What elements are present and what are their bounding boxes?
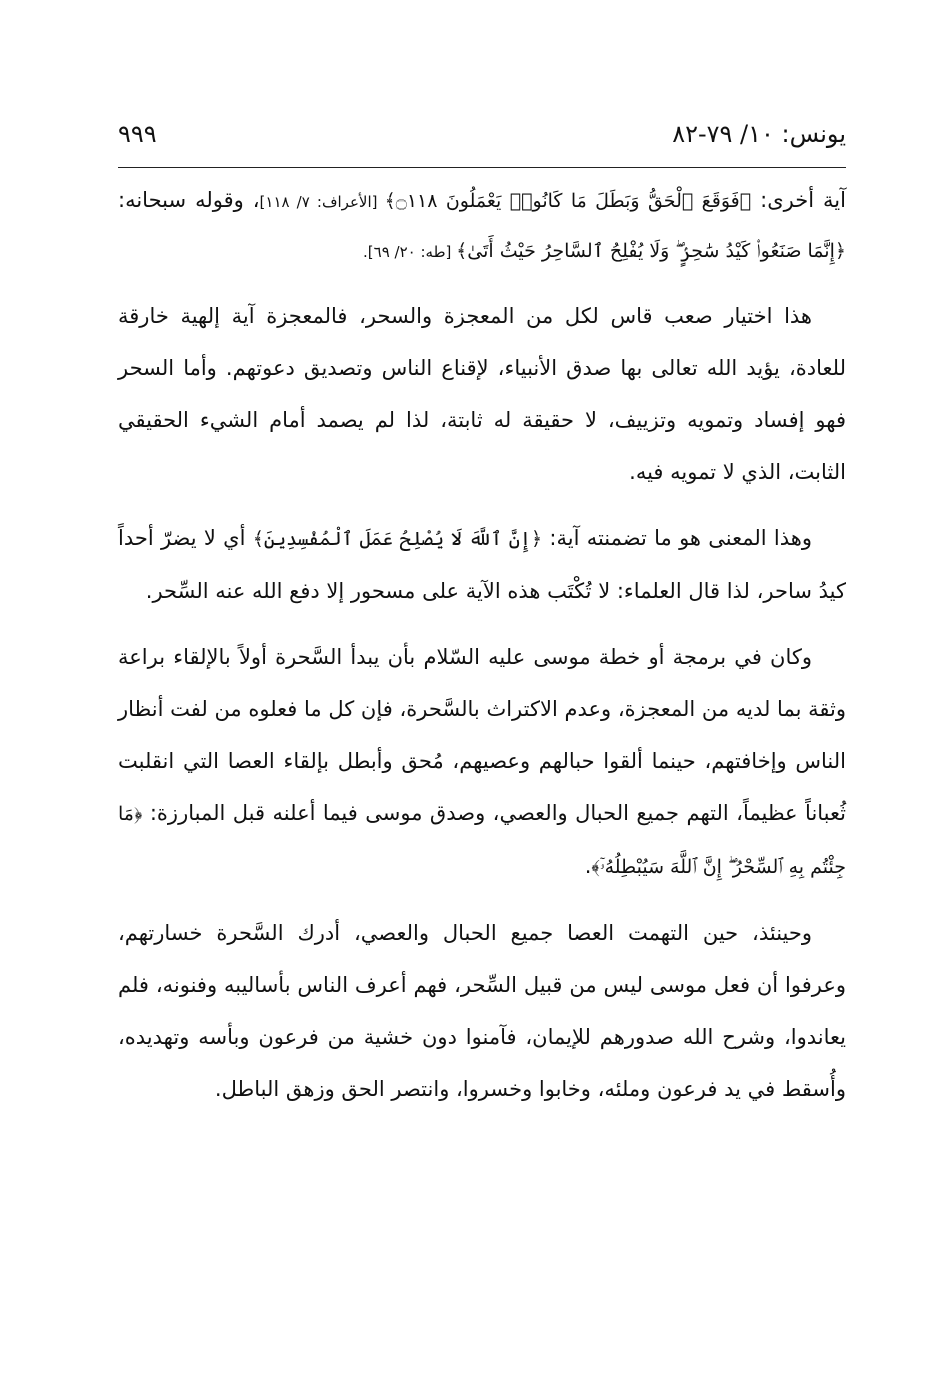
quran-verse-taha-69: ﴿إِنَّمَا صَنَعُوا۟ كَيْدُ سَٰحِرٍۢ ۖ وَلَا يُفْلِحُ ٱلسَّاحِرُ حَيْثُ أَتَىٰ﴾ [456, 240, 846, 262]
paragraph-4-text-2: . [584, 854, 592, 878]
paragraph-4-text-1: وكان في برمجة أو خطة موسى عليه السّلام بأن يبدأ السَّحرة أولاً بالإلقاء براعة وثقة بما لديه من المعجزة، وعدم الاكتراث بالسَّحرة، فإن كل ما فعلوه من لفت أنظار الناس وإخافتهم، حينما ألقوا حبالهم وعصيهم، مُحق وأبطل بإلقاء العصا التي انقلبت ثُعباناً عظيماً، التهم جميع الحبال والعصي، وصدق موسى فيما أعلنه قبل المبارزة: [118, 645, 846, 825]
quran-verse-corruptors: ﴿إِنَّ ٱللَّهَ لَا يُصْلِحُ عَمَلَ ٱلْمُفْسِدِينَ﴾ [252, 528, 543, 550]
paragraph-3 [118, 512, 846, 617]
paragraph-1 [118, 176, 846, 276]
running-header-surah-reference: يونس: ١٠/ ٧٩-٨٢ [672, 120, 846, 148]
header-divider [118, 167, 846, 168]
paragraph-3-text-1: وهذا المعنى هو ما تضمنته آية: [542, 526, 813, 550]
page-header [118, 112, 846, 152]
paragraph-4 [118, 631, 846, 893]
quran-verse-araf-118: ﴿فَوَقَعَ ٱلْحَقُّ وَبَطَلَ مَا كَانُوا۟ يَعْمَلُونَ ۝١١٨﴾ [384, 190, 752, 212]
citation-taha: [طه: ٢٠/ ٦٩]. [363, 243, 457, 261]
page-number: ٩٩٩ [118, 120, 157, 148]
quran-verse-magic-nullified: ﴿مَا جِئْتُم بِهِ ٱلسِّحْرُ ۖ إِنَّ ٱللَّهَ سَيُبْطِلُهُۥٓ﴾ [118, 803, 846, 878]
paragraph-1-text-2: ، وقوله سبحانه: [118, 188, 260, 212]
paragraph-3-text-2: أي لا يضرّ أحداً كيدُ ساحر، لذا قال العلماء: لا تُكْتَب هذه الآية على مسحور إلا دفع الله عنه السِّحر. [118, 526, 846, 603]
paragraph-2: هذا اختيار صعب قاس لكل من المعجزة والسحر، فالمعجزة آية إلهية خارقة للعادة، يؤيد الله تعالى بها صدق الأنبياء، لإقناع الناس وتصديق دعوتهم. وأما السحر فهو إفساد وتمويه وتزييف، لا حقيقة له ثابتة، لذا لم يصمد أمام الشيء الحقيقي الثابت، الذي لا تمويه فيه. [118, 304, 846, 484]
paragraph-1-text-1: آية أخرى: [751, 188, 846, 212]
citation-araf: [الأعراف: ٧/ ١١٨] [259, 193, 385, 211]
paragraph-5: وحينئذ، حين التهمت العصا جميع الحبال والعصي، أدرك السَّحرة خسارتهم، وعرفوا أن فعل موسى ليس من قبيل السِّحر، فهم أعرف الناس بأساليبه وفنونه، فلم يعاندوا، وشرح الله صدورهم للإيمان، فآمنوا دون خشية من فرعون وبأسه وتهديده، وأُسقط في يد فرعون وملئه، وخابوا وخسروا، وانتصر الحق وزهق الباطل. [118, 921, 846, 1101]
page-body [118, 176, 846, 1115]
